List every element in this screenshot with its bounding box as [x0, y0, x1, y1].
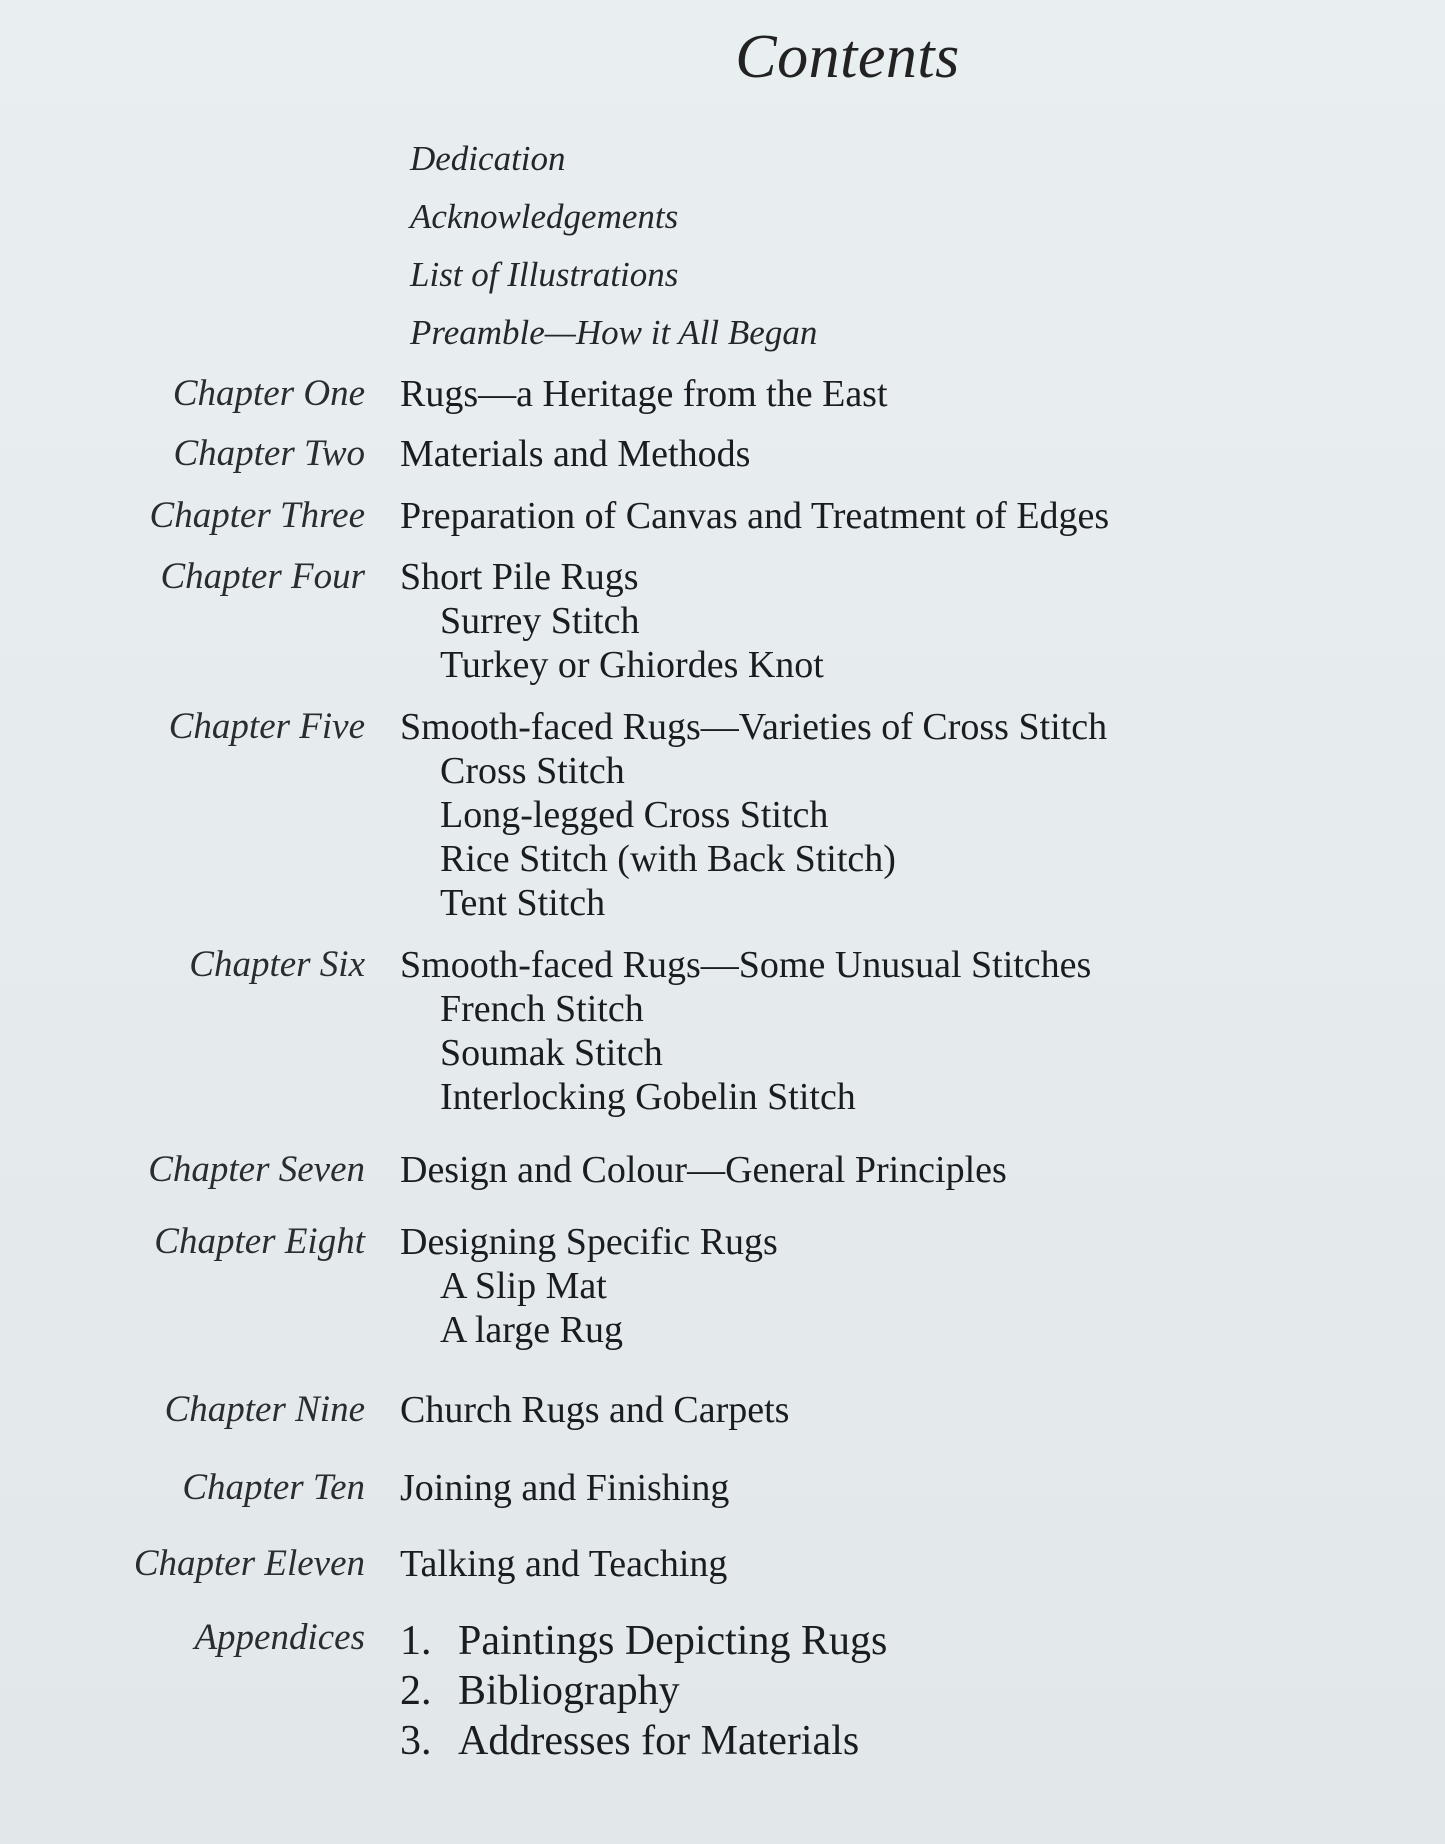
- chapter-title: Designing Specific Rugs: [400, 1221, 778, 1263]
- chapter-body: [400, 432, 750, 476]
- sub-item: Soumak Stitch: [440, 1032, 663, 1074]
- sub-item: French Stitch: [440, 988, 644, 1030]
- chapter-label: Chapter Nine: [164, 1389, 365, 1430]
- sub-item: Surrey Stitch: [440, 600, 640, 642]
- chapter-label: Chapter Ten: [182, 1467, 365, 1508]
- chapter-label: Chapter Eleven: [133, 1543, 365, 1584]
- appendix-title: Bibliography: [458, 1668, 680, 1714]
- appendix-item: [400, 1666, 887, 1716]
- chapter-title: Short Pile Rugs: [400, 556, 639, 598]
- chapter-label: Chapter Seven: [148, 1149, 365, 1190]
- sub-item: Rice Stitch (with Back Stitch): [440, 838, 896, 880]
- chapter-label: Chapter One: [172, 373, 365, 414]
- sub-item: Turkey or Ghiordes Knot: [440, 644, 824, 686]
- appendix-title: Addresses for Materials: [458, 1718, 860, 1764]
- chapter-body: [400, 1220, 778, 1352]
- chapter-title: Smooth-faced Rugs—Some Unusual Stitches: [400, 944, 1092, 986]
- appendix-number: 1.: [400, 1618, 432, 1664]
- sub-item: Cross Stitch: [440, 750, 625, 792]
- chapter-body: [400, 1388, 789, 1432]
- chapter-label: Chapter Five: [168, 706, 365, 747]
- chapter-body: [400, 372, 888, 416]
- chapter-label: Chapter Four: [160, 556, 365, 597]
- chapter-title: Talking and Teaching: [400, 1543, 728, 1585]
- chapter-body: [400, 943, 1091, 1119]
- chapter-title: Church Rugs and Carpets: [400, 1389, 790, 1431]
- appendix-number: 3.: [400, 1718, 432, 1764]
- chapter-label: Chapter Eight: [154, 1221, 365, 1262]
- appendix-item: [400, 1716, 887, 1766]
- sub-item: Interlocking Gobelin Stitch: [440, 1076, 856, 1118]
- appendices-label: Appendices: [194, 1617, 365, 1658]
- chapter-body: [400, 1466, 729, 1510]
- chapter-title: Preparation of Canvas and Treatment of Edges: [400, 495, 1110, 537]
- prelim-acknowledgements: Acknowledgements: [410, 197, 679, 236]
- appendix-item: [400, 1616, 887, 1666]
- chapter-title: Joining and Finishing: [400, 1467, 730, 1509]
- prelims-list: [410, 130, 817, 362]
- chapter-body: [400, 1148, 1007, 1192]
- sub-item: A Slip Mat: [440, 1265, 607, 1307]
- chapter-body: [400, 705, 1107, 925]
- appendix-number: 2.: [400, 1668, 432, 1714]
- chapter-body: [400, 555, 824, 687]
- prelim-dedication: Dedication: [410, 139, 566, 178]
- prelim-list-of-illustrations: List of Illustrations: [410, 255, 679, 294]
- chapter-label: Chapter Two: [173, 433, 365, 474]
- chapter-title: Rugs—a Heritage from the East: [400, 373, 888, 415]
- sub-item: Tent Stitch: [440, 882, 606, 924]
- prelim-preamble: Preamble—How it All Began: [410, 313, 818, 352]
- chapter-title: Materials and Methods: [400, 433, 751, 475]
- chapter-label: Chapter Six: [189, 944, 365, 985]
- page-title: Contents: [735, 23, 960, 91]
- appendices-body: [400, 1616, 887, 1766]
- chapter-body: [400, 494, 1109, 538]
- appendix-title: Paintings Depicting Rugs: [458, 1618, 888, 1664]
- chapter-label: Chapter Three: [149, 495, 365, 536]
- chapter-title: Smooth-faced Rugs—Varieties of Cross Stitch: [400, 706, 1108, 748]
- sub-item: Long-legged Cross Stitch: [440, 794, 829, 836]
- chapter-title: Design and Colour—General Principles: [400, 1149, 1007, 1191]
- chapter-body: [400, 1542, 727, 1586]
- sub-item: A large Rug: [440, 1309, 623, 1351]
